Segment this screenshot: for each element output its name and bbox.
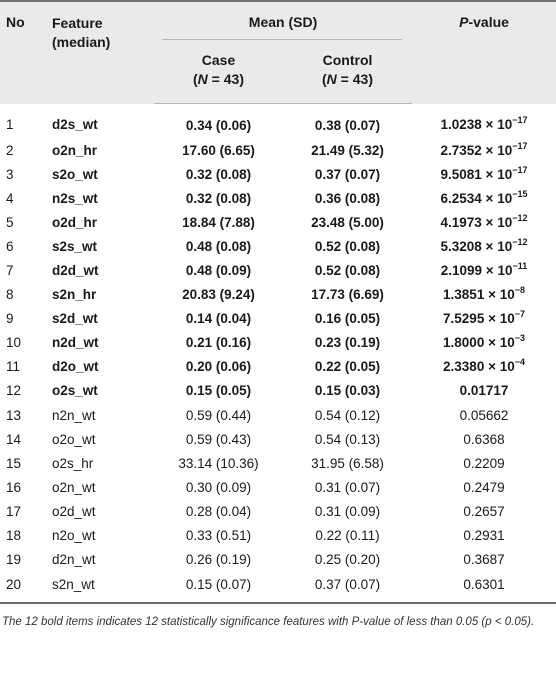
cell-feature: o2n_hr	[52, 142, 98, 158]
cell-case: 0.26 (0.19)	[185, 552, 252, 568]
cell-feature: s2n_wt	[50, 572, 154, 603]
p-value-mantissa: 7.5295 × 10	[443, 311, 515, 327]
cell-no: 8	[6, 287, 14, 303]
cell-feature: d2d_wt	[52, 263, 99, 279]
cell-no: 17	[6, 503, 22, 519]
header-case-label: Case	[201, 52, 236, 68]
header-case-n-open: (	[193, 71, 198, 87]
p-value-exponent: −12	[512, 236, 528, 247]
cell-no: 6	[6, 238, 14, 254]
cell-p-value	[412, 210, 556, 234]
p-value-exponent: −17	[512, 140, 528, 151]
cell-case: 0.48 (0.09)	[185, 263, 252, 279]
cell-no: 9	[6, 311, 14, 327]
header-p-letter: P	[459, 14, 469, 30]
header-control-n-val: = 43)	[336, 71, 373, 87]
p-value-exponent: −11	[512, 261, 528, 272]
header-mean-sd-label: Mean (SD)	[248, 14, 318, 30]
cell-case: 0.21 (0.16)	[185, 335, 252, 351]
cell-p-value	[412, 186, 556, 210]
table-row	[0, 379, 556, 403]
cell-control: 23.48 (5.00)	[311, 214, 384, 230]
header-feature	[50, 1, 154, 104]
cell-case: 0.32 (0.08)	[185, 166, 252, 182]
cell-p-value	[412, 499, 556, 523]
cell-p-value	[412, 307, 556, 331]
p-value-mantissa: 6.2534 × 10	[440, 190, 513, 206]
table-row	[0, 572, 556, 603]
cell-no: 5	[6, 214, 14, 230]
cell-feature: d2o_wt	[52, 359, 99, 375]
p-value-mantissa: 1.0238 × 10	[440, 117, 513, 133]
header-no: No	[0, 1, 50, 104]
table-row	[0, 258, 556, 282]
header-mean-sd	[154, 1, 412, 40]
p-value-mantissa: 1.8000 × 10	[443, 335, 515, 351]
cell-no: 13	[6, 407, 22, 423]
cell-p-value	[412, 475, 556, 499]
p-value-text: 0.01717	[459, 383, 509, 399]
cell-case: 0.14 (0.04)	[185, 311, 252, 327]
table-row	[0, 451, 556, 475]
p-value-text: 0.6301	[463, 577, 505, 593]
cell-feature: o2d_wt	[52, 503, 96, 519]
cell-case: 18.84 (7.88)	[182, 214, 255, 230]
cell-feature: d2n_wt	[52, 552, 96, 568]
p-value-mantissa: 2.3380 × 10	[443, 359, 515, 375]
cell-p-value	[412, 451, 556, 475]
p-value-text: 0.2209	[463, 455, 505, 471]
p-value-text: 0.2657	[463, 503, 505, 519]
cell-p-value	[412, 234, 556, 258]
cell-p-value	[412, 258, 556, 282]
table-row	[0, 499, 556, 523]
cell-control: 0.23 (0.19)	[314, 335, 381, 351]
cell-p-value	[412, 138, 556, 162]
cell-case: 0.15 (0.07)	[154, 572, 283, 603]
cell-case: 33.14 (10.36)	[178, 455, 259, 471]
table-row	[0, 307, 556, 331]
cell-control: 0.15 (0.03)	[314, 383, 381, 399]
p-value-exponent: −17	[512, 115, 528, 126]
cell-feature: s2d_wt	[52, 311, 98, 327]
cell-feature: n2d_wt	[52, 335, 99, 351]
header-p-rest: -value	[468, 14, 509, 30]
cell-p-value	[412, 162, 556, 186]
cell-control: 0.37 (0.07)	[283, 572, 412, 603]
cell-p-value	[412, 283, 556, 307]
cell-no: 14	[6, 431, 22, 447]
header-feature-line1: Feature	[52, 15, 103, 31]
cell-case: 0.32 (0.08)	[185, 190, 252, 206]
cell-p-value	[412, 524, 556, 548]
cell-no: 7	[6, 263, 14, 279]
cell-feature: n2n_wt	[52, 407, 96, 423]
table-footnote: The 12 bold items indicates 12 statistically significance features with P-value of less than 0.05 (p < 0.05).	[2, 615, 535, 628]
cell-feature: o2s_wt	[52, 383, 98, 399]
cell-case: 17.60 (6.65)	[182, 142, 255, 158]
cell-p-value	[412, 331, 556, 355]
table-row	[0, 283, 556, 307]
table-row	[0, 234, 556, 258]
cell-feature: o2s_hr	[52, 455, 94, 471]
header-control-label: Control	[322, 52, 373, 68]
header-control-n: N	[326, 71, 337, 87]
cell-p-value	[412, 427, 556, 451]
cell-case: 20.83 (9.24)	[182, 287, 255, 303]
cell-control: 0.52 (0.08)	[314, 238, 381, 254]
cell-case: 0.59 (0.43)	[185, 431, 252, 447]
p-value-exponent: −3	[514, 333, 525, 344]
cell-p-value	[412, 403, 556, 427]
p-value-mantissa: 2.7352 × 10	[440, 142, 513, 158]
p-value-exponent: −4	[514, 357, 525, 368]
p-value-exponent: −7	[514, 309, 525, 320]
header-p-value	[412, 1, 556, 104]
cell-no: 4	[6, 190, 14, 206]
header-mean-sd-rule	[162, 39, 402, 40]
cell-case: 0.34 (0.06)	[185, 117, 252, 133]
cell-control: 0.54 (0.12)	[314, 407, 381, 423]
header-case	[154, 40, 283, 104]
table-row	[0, 210, 556, 234]
header-control	[283, 40, 412, 104]
p-value-text: 0.3687	[463, 552, 505, 568]
p-value-mantissa: 2.1099 × 10	[440, 263, 513, 279]
cell-case: 0.28 (0.04)	[185, 503, 252, 519]
cell-no: 11	[6, 359, 21, 375]
cell-feature: o2d_hr	[52, 214, 98, 230]
cell-no: 12	[6, 383, 22, 399]
cell-case: 0.30 (0.09)	[185, 479, 252, 495]
cell-p-value	[412, 548, 556, 572]
cell-feature: o2o_wt	[52, 431, 96, 447]
table-row	[0, 186, 556, 210]
cell-control: 0.22 (0.05)	[314, 359, 381, 375]
cell-control: 0.31 (0.09)	[314, 503, 381, 519]
p-value-exponent: −8	[514, 285, 525, 296]
cell-control: 0.52 (0.08)	[314, 263, 381, 279]
cell-no: 3	[6, 166, 14, 182]
p-value-text: 0.6368	[463, 431, 505, 447]
cell-control: 0.31 (0.07)	[314, 479, 381, 495]
table-row	[0, 331, 556, 355]
p-value-exponent: −15	[512, 188, 528, 199]
cell-no: 15	[6, 455, 22, 471]
cell-control: 0.37 (0.07)	[314, 166, 381, 182]
cell-case: 0.15 (0.05)	[185, 383, 252, 399]
p-value-exponent: −17	[512, 164, 528, 175]
cell-p-value	[412, 104, 556, 139]
p-value-text: 0.05662	[459, 407, 509, 423]
p-value-exponent: −12	[512, 212, 528, 223]
table-row	[0, 524, 556, 548]
cell-case: 0.33 (0.51)	[185, 528, 252, 544]
cell-p-value	[412, 572, 556, 603]
cell-no: 2	[6, 142, 14, 158]
cell-feature: s2o_wt	[52, 166, 98, 182]
cell-feature: n2o_wt	[52, 528, 96, 544]
table-row	[0, 427, 556, 451]
table-row	[0, 162, 556, 186]
cell-control: 0.54 (0.13)	[314, 431, 381, 447]
cell-control: 0.36 (0.08)	[314, 190, 381, 206]
p-value-mantissa: 4.1973 × 10	[440, 214, 513, 230]
cell-control: 31.95 (6.58)	[311, 455, 384, 471]
cell-control: 0.25 (0.20)	[314, 552, 381, 568]
cell-control: 17.73 (6.69)	[311, 287, 384, 303]
cell-feature: s2s_wt	[52, 238, 98, 254]
cell-control: 21.49 (5.32)	[311, 142, 384, 158]
header-case-n: N	[197, 71, 208, 87]
table-header	[0, 1, 556, 104]
cell-no: 16	[6, 479, 22, 495]
p-value-mantissa: 9.5081 × 10	[440, 166, 513, 182]
cell-no: 20	[0, 572, 50, 603]
cell-case: 0.48 (0.08)	[185, 238, 252, 254]
p-value-text: 0.2931	[463, 528, 505, 544]
cell-control: 0.22 (0.11)	[315, 528, 380, 544]
cell-p-value	[412, 379, 556, 403]
cell-control: 0.38 (0.07)	[314, 117, 381, 133]
cell-no: 1	[6, 117, 14, 133]
table-row	[0, 548, 556, 572]
p-value-mantissa: 1.3851 × 10	[443, 287, 515, 303]
cell-no: 19	[6, 552, 22, 568]
table-row	[0, 475, 556, 499]
cell-p-value	[412, 355, 556, 379]
cell-no: 10	[6, 335, 22, 351]
p-value-mantissa: 5.3208 × 10	[440, 238, 513, 254]
table-row	[0, 403, 556, 427]
table-body	[0, 104, 556, 603]
cell-control: 0.16 (0.05)	[314, 311, 381, 327]
cell-case: 0.20 (0.06)	[185, 359, 252, 375]
header-feature-line2: (median)	[52, 34, 111, 50]
table-row	[0, 104, 556, 139]
table-row	[0, 355, 556, 379]
header-control-n-open: (	[322, 71, 327, 87]
cell-feature: d2s_wt	[52, 117, 98, 133]
cell-feature: o2n_wt	[52, 479, 96, 495]
table-row	[0, 138, 556, 162]
cell-feature: s2n_hr	[52, 287, 97, 303]
cell-feature: n2s_wt	[52, 190, 98, 206]
cell-case: 0.59 (0.44)	[185, 407, 252, 423]
header-case-n-val: = 43)	[207, 71, 244, 87]
cell-no: 18	[6, 528, 22, 544]
p-value-text: 0.2479	[463, 479, 505, 495]
